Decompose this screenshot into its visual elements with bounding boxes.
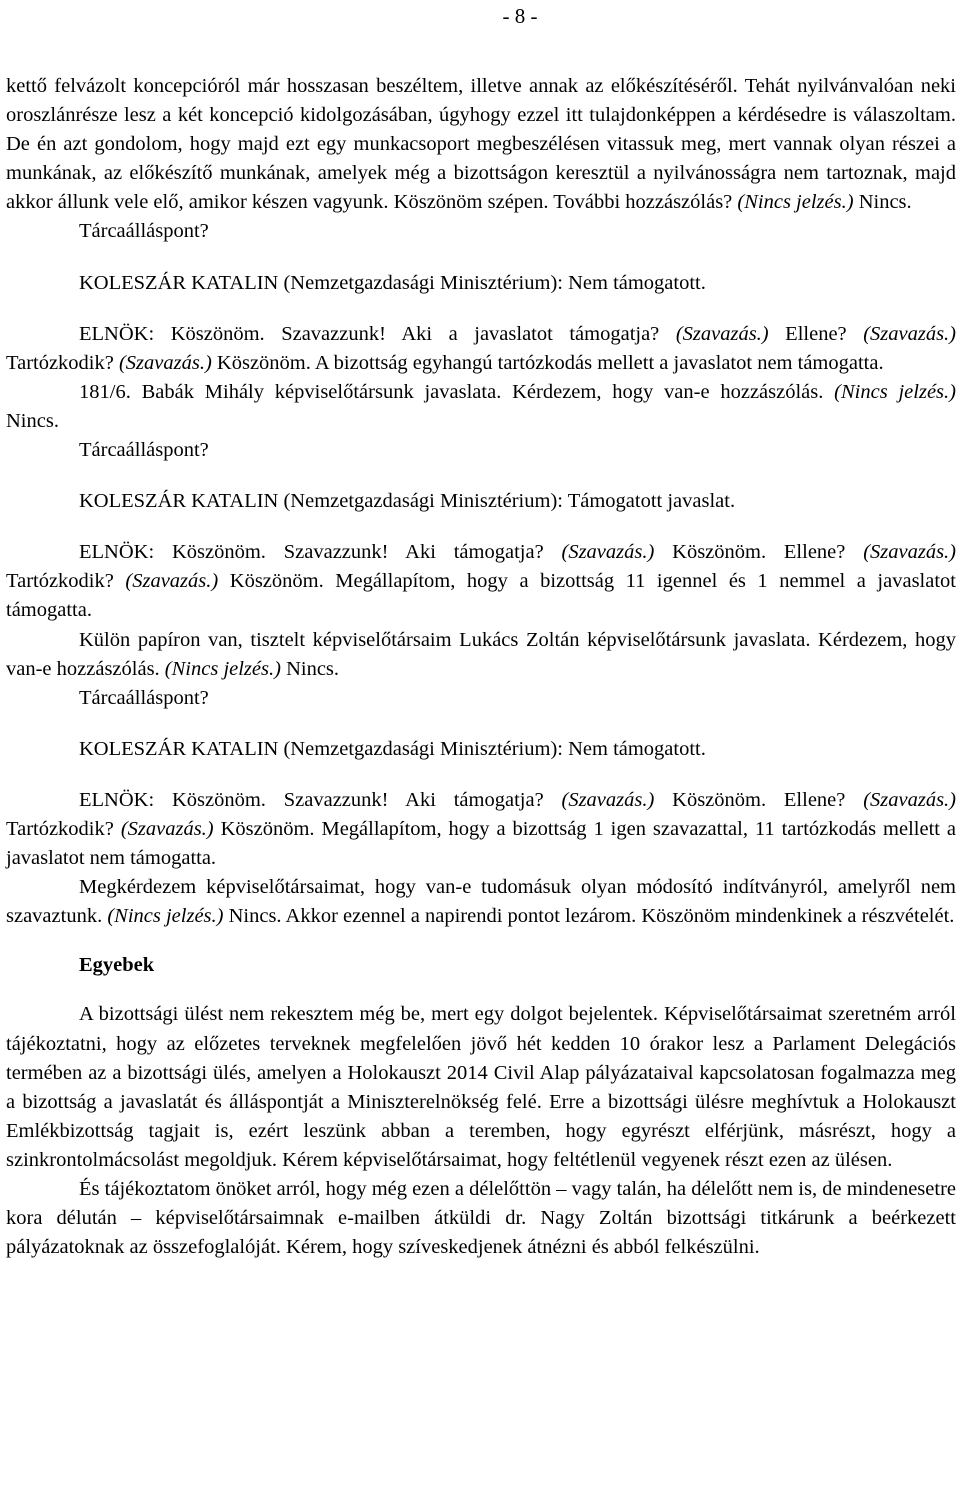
paragraph-elnok-2: ELNÖK: Köszönöm. Szavazzunk! Aki támogatja? (Szavazás.) Köszönöm. Ellene? (Szavazás.) Tartózkodik? (Szavazás.) Köszönöm. Megállapítom, hogy a bizottság 11 igennel és 1 nemmel a javaslatot támogatta. (6, 541, 957, 622)
paragraph-koleszar-2: KOLESZÁR KATALIN (Nemzetgazdasági Minisztérium): Támogatott javaslat. (79, 490, 736, 513)
paragraph-egyebek-1: A bizottsági ülést nem rekesztem még be, mert egy dolgot bejelentek. Képviselőtársaimat szeretném arról tájékoztatni, hogy az előzetes terveknek megfelelően jövő hét kedden 10 órakor lesz a Parlament Delegációs termében az a bizottsági ülés, amelyen a Holokauszt 2014 Civil Alap pályázataival kapcsolatosan fogalmazza meg a bizottság a javaslatát és álláspontját a Miniszterelnökség felé. Erre a bizottsági ülésre meghívtuk a Holokauszt Emlékbizottság tagjait is, ezért leszünk abban a teremben, hogy egyrészt elférjünk, másrészt, hogy a szinkrontolmácsolást megoldjuk. Kérem képviselőtársaimat, hogy feltétlenül vegyenek részt ezen az ülésen. (6, 1003, 956, 1171)
page-number: - 8 - (502, 4, 538, 28)
paragraph-tarca-2: Tárcaálláspont? (79, 439, 209, 462)
paragraph-181-6: 181/6. Babák Mihály képviselőtársunk javaslata. Kérdezem, hogy van-e hozzászólás. (Nincs jelzés.) Nincs. (6, 380, 956, 432)
paragraph-elnok-3: ELNÖK: Köszönöm. Szavazzunk! Aki támogatja? (Szavazás.) Köszönöm. Ellene? (Szavazás.) Tartózkodik? (Szavazás.) Köszönöm. Megállapítom, hogy a bizottság 1 igen szavazattal, 11 tartózkodás mellett a javaslatot nem támogatta. (6, 788, 957, 870)
paragraph-koleszar-1: KOLESZÁR KATALIN (Nemzetgazdasági Minisztérium): Nem támogatott. (79, 271, 706, 294)
paragraph-koleszar-3: KOLESZÁR KATALIN (Nemzetgazdasági Minisztérium): Nem támogatott. (79, 737, 706, 760)
section-heading-egyebek: Egyebek (79, 954, 155, 977)
paragraph-tarca-3: Tárcaálláspont? (79, 686, 209, 709)
paragraph-elnok-1: ELNÖK: Köszönöm. Szavazzunk! Aki a javaslatot támogatja? (Szavazás.) Ellene? (Szavazás.) Tartózkodik? (Szavazás.) Köszönöm. A bizottság egyhangú tartózkodás mellett a javaslatot nem támogatta. (6, 322, 956, 374)
paragraph-1: kettő felvázolt koncepcióról már hosszasan beszéltem, illetve annak az előkészítéséről. Tehát nyilvánvalóan neki oroszlánrésze lesz a két koncepció kidolgozásában, úgyhogy ezzel itt tulajdonképpen a kérdésedre is válaszoltam. De én azt gondolom, hogy majd ezt egy munkacsoport megbeszélésen vitassuk meg, mert vannak olyan részei a munkának, az előkészítő munkának, amelyek még a bizottságon keresztül a nyilvánosságra nem tartoznak, majd akkor állunk vele elő, amikor készen vagyunk. Köszönöm szépen. További hozzászólás? (Nincs jelzés.) Nincs. (6, 75, 956, 214)
paragraph-lukacs: Külön papíron van, tisztelt képviselőtársaim Lukács Zoltán képviselőtársunk javaslata. Kérdezem, hogy van-e hozzászólás. (Nincs jelzés.) Nincs. (6, 628, 956, 680)
paragraph-tarca-1: Tárcaálláspont? (79, 220, 209, 243)
paragraph-egyebek-2: És tájékoztatom önöket arról, hogy még ezen a délelőttön – vagy talán, ha délelőtt nem is, de mindenesetre kora délután – képviselőtársaimnak e-mailben átküldi dr. Nagy Zoltán bizottsági titkárunk a beérkezett pályázatoknak az összefoglalóját. Kérem, hogy szíveskedjenek átnézni és abból felkészülni. (6, 1178, 956, 1259)
document-body (6, 72, 956, 1262)
paragraph-megkerdezem: Megkérdezem képviselőtársaimat, hogy van-e tudomásuk olyan módosító indítványról, amelyről nem szavaztunk. (Nincs jelzés.) Nincs. Akkor ezennel a napirendi pontot lezárom. Köszönöm mindenkinek a részvételét. (6, 876, 956, 928)
